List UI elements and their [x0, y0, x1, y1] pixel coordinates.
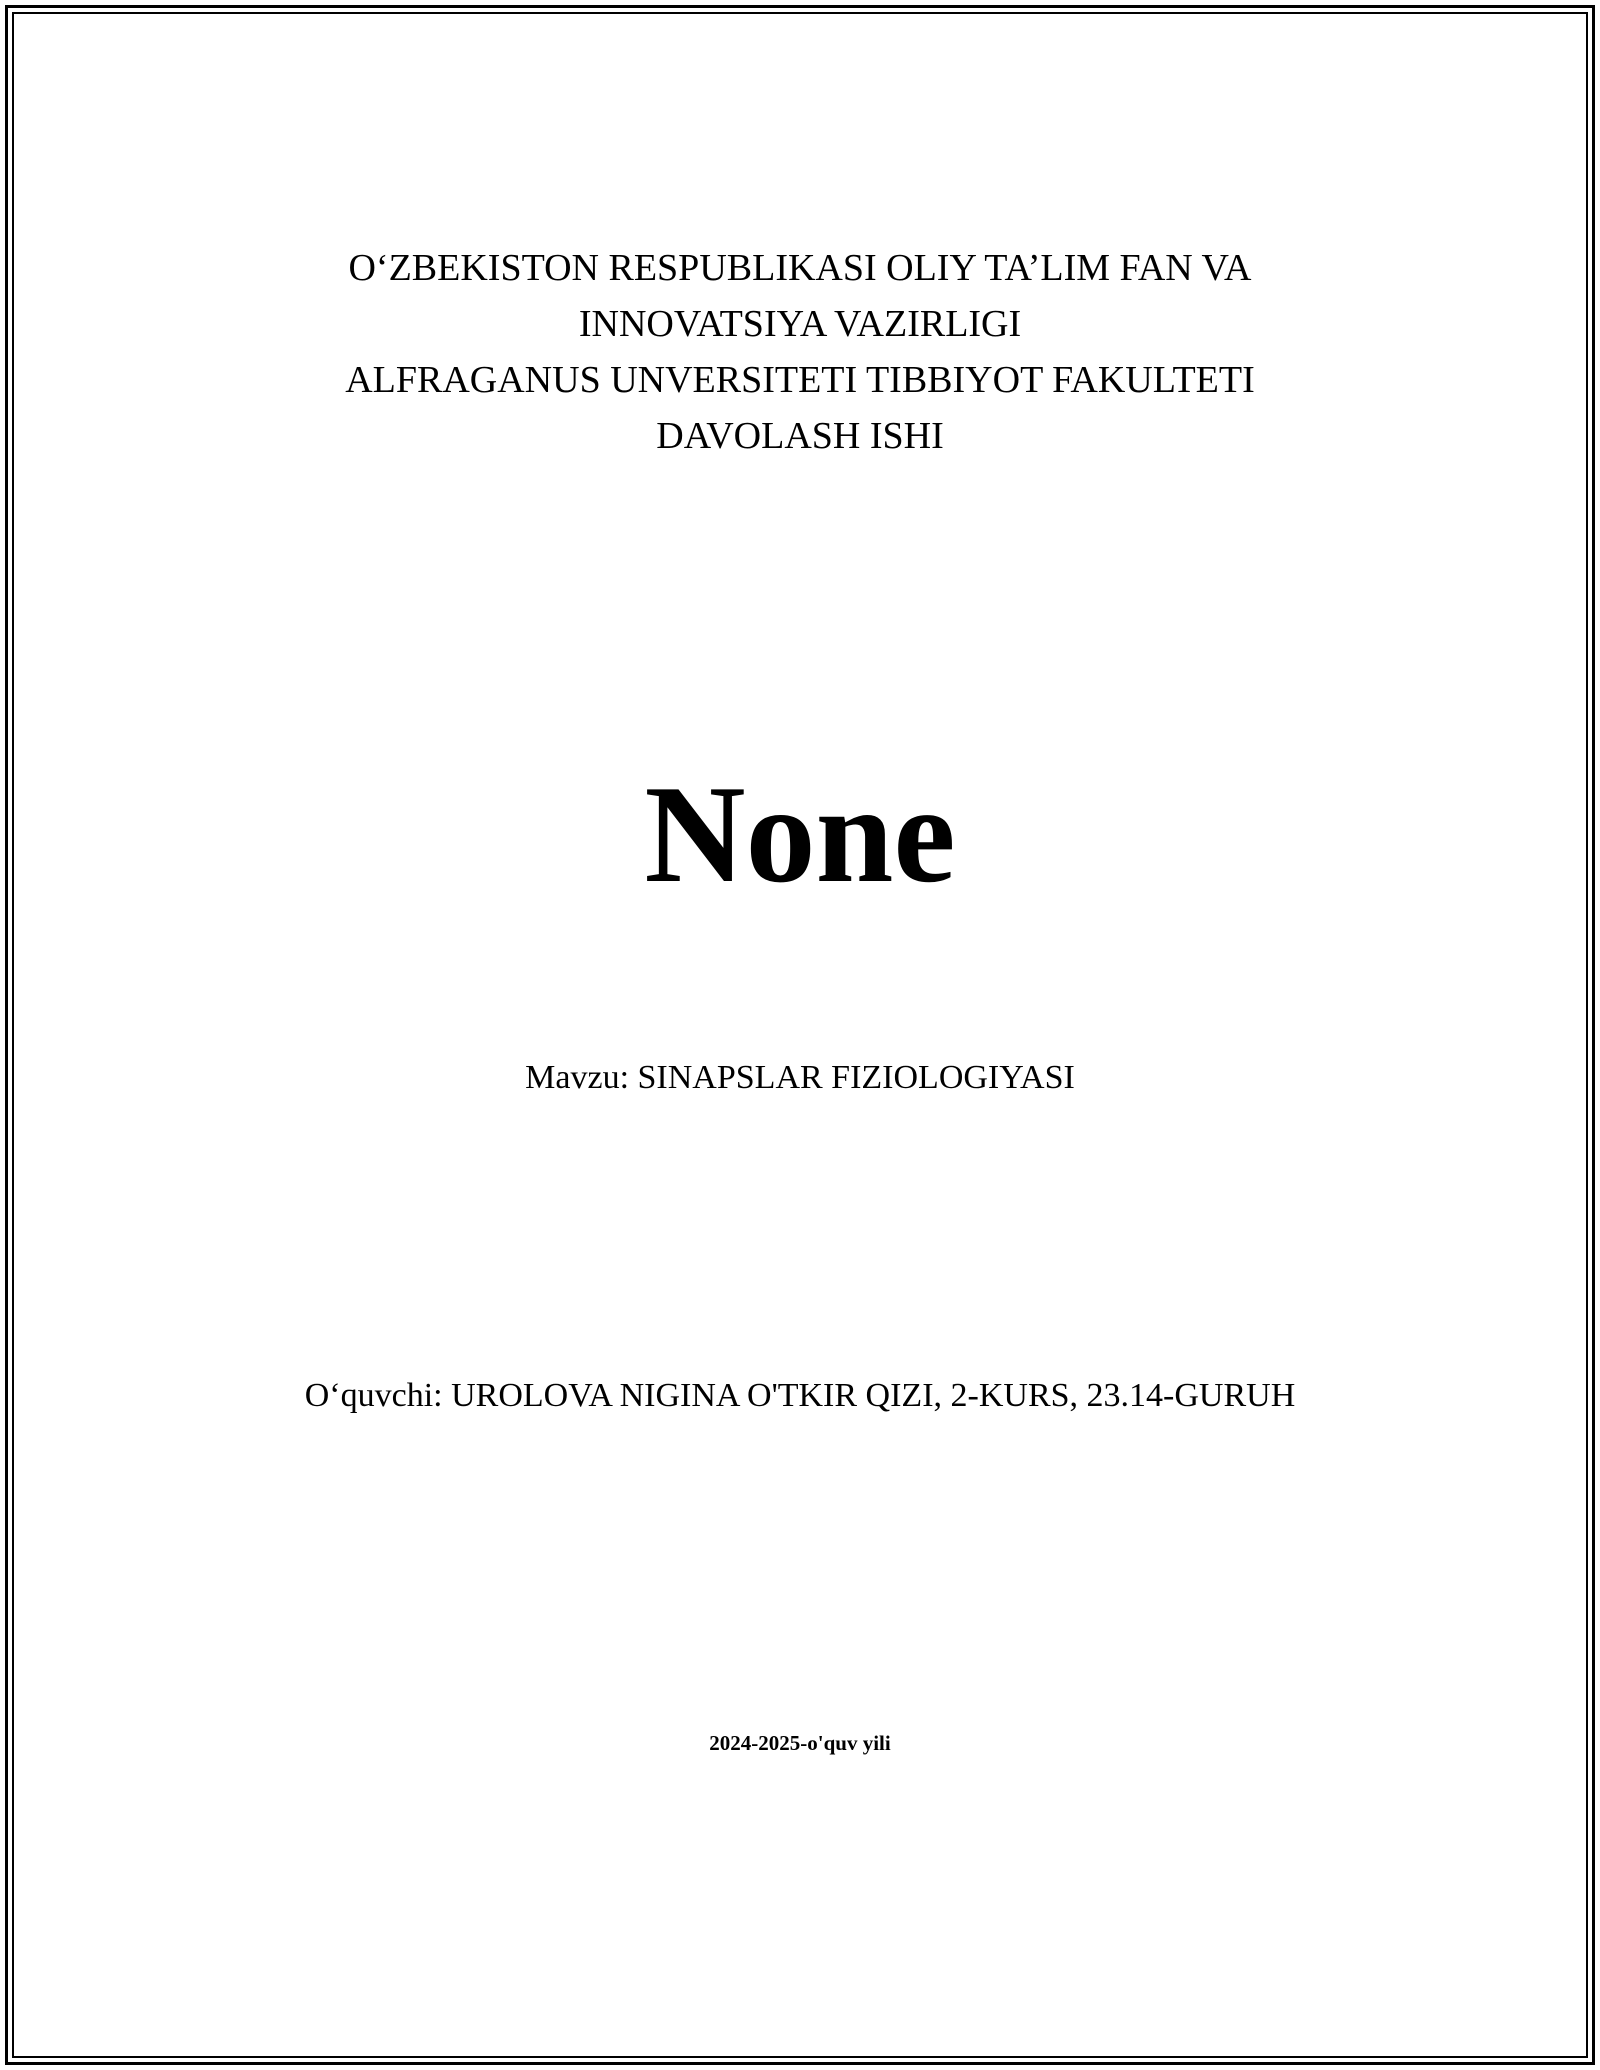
academic-year: 2024-2025-o'quv yili: [709, 1731, 891, 1755]
document-title: None: [644, 757, 956, 912]
institution-header: [0, 240, 1600, 464]
header-line-ministry-2: INNOVATSIYA VAZIRLIGI: [578, 303, 1022, 345]
topic-line: Mavzu: SINAPSLAR FIZIOLOGIYASI: [525, 1059, 1075, 1096]
student-line: O‘quvchi: UROLOVA NIGINA O'TKIR QIZI, 2-KURS, 23.14-GURUH: [304, 1377, 1296, 1414]
header-line-department: DAVOLASH ISHI: [656, 415, 944, 457]
header-line-ministry-1: O‘ZBEKISTON RESPUBLIKASI OLIY TA’LIM FAN VA: [348, 247, 1252, 289]
header-line-university: ALFRAGANUS UNVERSITETI TIBBIYOT FAKULTETI: [345, 359, 1255, 401]
